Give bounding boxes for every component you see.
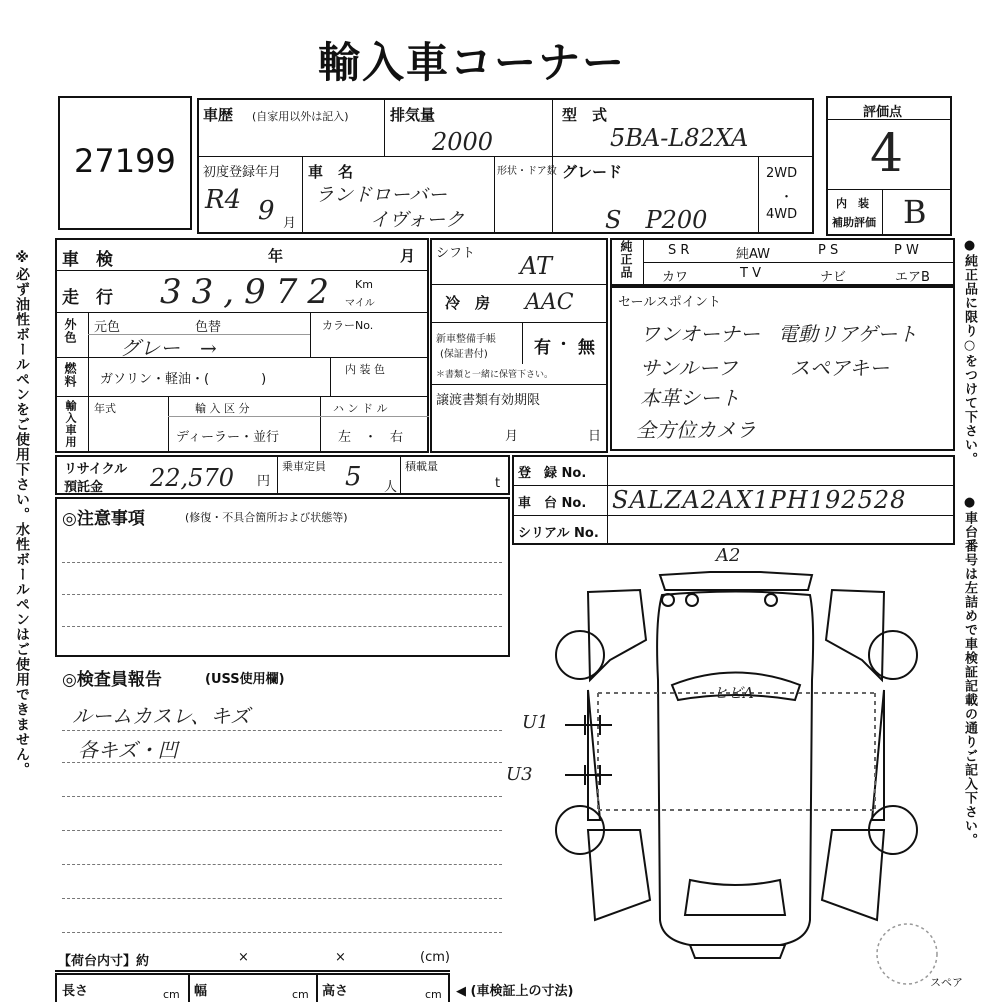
sales-point-1: ワンオーナー (640, 322, 760, 346)
inspector-line-1: ルームカスレ、キズ (72, 704, 250, 728)
sales-point-3: サンルーフ (640, 356, 738, 380)
dims-width-cm: cm (292, 988, 309, 1001)
serial-label: シリアル No. (518, 526, 599, 541)
mileage-unit-mile: マイル (345, 298, 375, 309)
capacity-label: 乗車定員 (282, 460, 326, 473)
cargo-x1: × (238, 950, 249, 965)
sales-point-6: 全方位カメラ (636, 418, 756, 442)
left-side-note: ※必ず油性ボールペンをご使用下さい。水性ボールペンはご使用できません。 (14, 250, 30, 777)
shift-value: AT (520, 252, 553, 280)
chassis-value: SALZA2AX1PH192528 (612, 486, 907, 514)
first-registration-month-unit: 月 (283, 216, 297, 231)
fuel-options[interactable]: ガソリン・軽油・( ) (100, 372, 267, 387)
ac-label: 冷 房 (445, 294, 491, 312)
capacity-value: 5 (345, 462, 362, 492)
sales-points-label: セールスポイント (618, 295, 721, 310)
import-class-label: 輸 入 区 分 (195, 402, 250, 415)
dims-height-cm: cm (425, 988, 442, 1001)
spare-tire-icon (877, 924, 937, 984)
first-registration-year: R4 (205, 185, 242, 215)
inspector-label: ◎検査員報告 (62, 670, 162, 690)
sales-point-4: スペアキー (790, 356, 890, 380)
recycle-label-2: 預託金 (64, 480, 104, 495)
displacement-value: 2000 (432, 128, 494, 156)
dims-length-cm: cm (163, 988, 180, 1001)
registration-label: 登 録 No. (518, 466, 587, 481)
maintenance-yes[interactable]: 有 (534, 338, 551, 358)
genuine-item-1[interactable]: S R (668, 243, 690, 258)
load-label: 積載量 (405, 460, 438, 473)
handle-label: ハ ン ド ル (333, 402, 388, 415)
notes-sub: (修復・不具合箇所および状態等) (185, 511, 348, 524)
inspection-label: 車 検 (62, 250, 113, 270)
interior-color-label: 内 装 色 (345, 363, 385, 376)
drive-dot: ・ (780, 190, 794, 205)
import-year-label: 年式 (94, 402, 116, 415)
displacement-label: 排気量 (390, 106, 436, 124)
right-side-note-chassis: ●車台番号は左詰めで車検証記載の通りご記入下さい。 (962, 495, 977, 847)
sales-point-5: 本革シート (640, 386, 740, 410)
recycle-unit: 円 (257, 474, 271, 489)
color-label: 外色 (63, 318, 77, 344)
shift-label: シフト (436, 246, 476, 261)
inspection-year: 年 (268, 247, 284, 265)
load-unit: t (495, 476, 501, 491)
genuine-item-8[interactable]: エアB (895, 270, 930, 285)
dims-length: 長さ (62, 984, 89, 999)
right-side-note-genuine: ●純正品に限り○をつけて下さい。 (962, 238, 977, 466)
maintenance-no[interactable]: 無 (578, 338, 595, 358)
lot-number: 27199 (74, 142, 176, 180)
interior-label-2: 補助評価 (832, 216, 876, 229)
mileage-label: 走 行 (62, 288, 113, 308)
maintenance-sub: (保証書付) (440, 349, 488, 360)
notes-label: ◎注意事項 (62, 509, 145, 529)
grade-score-label: 評価点 (863, 105, 903, 120)
genuine-item-2[interactable]: 純AW (736, 247, 771, 262)
mileage-value: 33,972 (160, 272, 339, 312)
color-value: グレー → (120, 336, 217, 360)
import-label: 輸入車用 (64, 400, 77, 448)
grade-value: S P200 (605, 206, 708, 234)
genuine-item-7[interactable]: ナビ (820, 270, 847, 285)
ac-value: AAC (525, 290, 574, 315)
color-orig-label: 元色 (94, 320, 121, 335)
mileage-unit-km: Km (355, 278, 373, 291)
inspector-line-2: 各キズ・凹 (78, 738, 178, 762)
genuine-item-3[interactable]: P S (818, 243, 839, 258)
cargo-label: 【荷台内寸】約 (58, 954, 150, 969)
model-code-value: 5BA-L82XA (610, 124, 749, 152)
chassis-label: 車 台 No. (518, 496, 587, 511)
recycle-value: 22,570 (150, 464, 234, 492)
first-registration-month-value: 9 (258, 196, 275, 226)
color-change-label: 色替 (195, 320, 222, 335)
car-name-label: 車 名 (308, 163, 354, 181)
grade-label: グレード (562, 163, 623, 181)
dims-width: 幅 (194, 984, 208, 999)
inspector-sub: (USS使用欄) (205, 672, 285, 687)
import-class-value[interactable]: ディーラー・並行 (176, 430, 279, 445)
fuel-label: 燃料 (63, 362, 77, 388)
drive-2wd: 2WD (766, 166, 798, 181)
maintenance-label: 新車整備手帳 (436, 334, 496, 345)
genuine-label: 純正品 (619, 240, 633, 279)
genuine-item-6[interactable]: T V (740, 266, 761, 281)
handle-value[interactable]: 左 ・ 右 (338, 430, 404, 445)
history-label: 車歴 (203, 106, 234, 124)
interior-label-1: 内 装 (836, 197, 869, 210)
genuine-item-5[interactable]: カワ (662, 270, 689, 285)
transfer-month: 月 (505, 429, 519, 444)
dims-note: ◀ (車検証上の寸法) (456, 984, 574, 999)
genuine-item-4[interactable]: P W (894, 243, 919, 258)
color-number-label: カラーNo. (322, 319, 374, 332)
transfer-day: 日 (588, 429, 602, 444)
cargo-unit: (cm) (420, 950, 450, 965)
car-name-line1: ランドローバー (315, 184, 448, 206)
interior-grade-value: B (903, 193, 927, 231)
dims-grid (55, 973, 450, 1002)
car-name-line2: イヴォーク (370, 209, 465, 231)
diagram-top-mark: A2 (716, 545, 741, 566)
page-title: 輸入車コーナー (318, 38, 627, 87)
drive-4wd: 4WD (766, 207, 798, 222)
history-note: (自家用以外は記入) (252, 110, 349, 123)
grade-score-value: 4 (870, 124, 904, 184)
model-code-label: 型 式 (562, 106, 608, 124)
maintenance-dot: ・ (556, 335, 572, 353)
dims-height: 高さ (322, 984, 349, 999)
diagram-left-mark-2: U3 (506, 764, 533, 785)
sales-point-2: 電動リアゲート (778, 322, 918, 346)
maintenance-note: ＊書類と一緒に保管下さい。 (436, 370, 554, 380)
first-registration-label: 初度登録年月 (203, 165, 282, 180)
capacity-unit: 人 (384, 480, 398, 495)
cargo-x2: × (335, 950, 346, 965)
body-shape-label: 形状・ドア数 (497, 166, 557, 177)
recycle-label-1: リサイクル (64, 462, 128, 477)
spare-label: スペア (930, 976, 963, 989)
diagram-left-mark-1: U1 (522, 712, 549, 733)
transfer-label: 譲渡書類有効期限 (436, 393, 541, 408)
inspection-month: 月 (400, 247, 416, 265)
diagram-roof-mark: ヒビA (713, 684, 754, 702)
